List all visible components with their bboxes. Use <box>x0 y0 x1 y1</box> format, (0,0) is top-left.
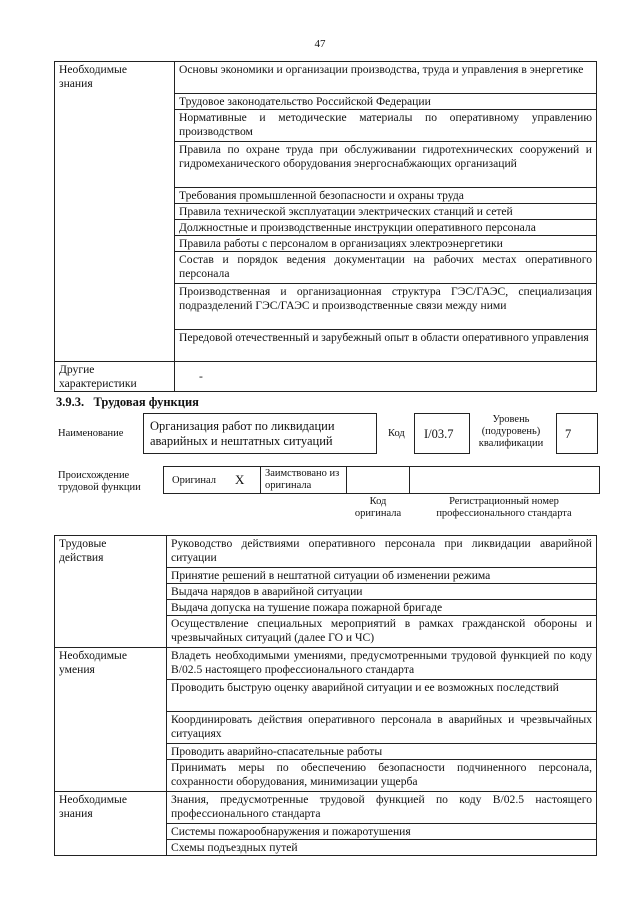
skill-item: Принимать меры по обеспечению безопасности подчиненного персонала, сохранности оборудования, минимизации ущерба <box>167 760 597 792</box>
action-item: Принятие решений в нештатной ситуации об изменении режима <box>167 568 597 584</box>
row-label-skills: Необходимые умения <box>55 648 167 792</box>
knowledge2-item: Знания, предусмотренные трудовой функцией по коду В/02.5 настоящего профессионального стандарта <box>167 792 597 824</box>
function-code: I/03.7 <box>424 427 454 441</box>
action-item: Осуществление специальных мероприятий в рамках гражданской обороны и чрезвычайных ситуаций (далее ГО и ЧС) <box>167 616 597 648</box>
knowledge-item: Должностные и производственные инструкции оперативного персонала <box>175 220 597 236</box>
row-label-knowledge: Необходимые знания <box>55 62 175 362</box>
origin-box <box>163 466 600 494</box>
section-title: 3.9.3. Трудовая функция <box>56 395 199 409</box>
function-table <box>54 535 597 856</box>
origin-divider-1 <box>260 466 261 494</box>
action-item: Выдача допуска на тушение пожара пожарной бригаде <box>167 600 597 616</box>
action-item: Выдача нарядов в аварийной ситуации <box>167 584 597 600</box>
skill-item: Проводить быструю оценку аварийной ситуации и ее возможных последствий <box>167 680 597 712</box>
origin-divider-3 <box>409 466 410 494</box>
skill-item: Координировать действия оперативного персонала в аварийных и чрезвычайных ситуациях <box>167 712 597 744</box>
knowledge-item: Трудовое законодательство Российской Федерации <box>175 94 597 110</box>
function-code-box <box>414 413 470 454</box>
knowledge-table <box>54 61 597 392</box>
original-label: Оригинал <box>172 475 216 486</box>
knowledge-item: Правила работы с персоналом в организациях электроэнергетики <box>175 236 597 252</box>
knowledge2-item: Схемы подъездных путей <box>167 840 597 856</box>
origin-label: Происхождение трудовой функции <box>58 470 141 493</box>
knowledge-item: Основы экономики и организации производства, труда и управления в энергетике <box>175 62 597 94</box>
knowledge-item: Правила по охране труда при обслуживании гидротехнических сооружений и гидромеханического оборудования энергоснабжающих организаций <box>175 142 597 188</box>
code-label: Код <box>388 428 405 439</box>
original-mark: X <box>235 472 245 487</box>
other-value: - <box>175 362 597 392</box>
knowledge2-item: Системы пожарообнаружения и пожаротушения <box>167 824 597 840</box>
function-name: Организация работ по ликвидации аварийных и нештатных ситуаций <box>150 419 335 448</box>
knowledge-item: Нормативные и методические материалы по оперативному управлению производством <box>175 110 597 142</box>
skill-item: Владеть необходимыми умениями, предусмотренными трудовой функцией по коду В/02.5 настоящего профессионального стандарта <box>167 648 597 680</box>
row-label-other: Другие характеристики <box>55 362 175 392</box>
page-number: 47 <box>314 38 326 50</box>
origin-divider-2 <box>346 466 347 494</box>
level-value: 7 <box>565 427 572 441</box>
borrowed-label: Заимствовано из оригинала <box>265 468 340 491</box>
level-label: Уровень (подуровень) квалификации <box>478 414 544 449</box>
knowledge-item: Передовой отечественный и зарубежный опыт в области оперативного управления <box>175 330 597 362</box>
action-item: Руководство действиями оперативного персонала при ликвидации аварийной ситуации <box>167 536 597 568</box>
row-label-knowledge-2: Необходимые знания <box>55 792 167 856</box>
knowledge-item: Требования промышленной безопасности и охраны труда <box>175 188 597 204</box>
skill-item: Проводить аварийно-спасательные работы <box>167 744 597 760</box>
level-box <box>556 413 598 454</box>
name-label: Наименование <box>58 428 124 439</box>
knowledge-item: Правила технической эксплуатации электрических станций и сетей <box>175 204 597 220</box>
knowledge-item: Состав и порядок ведения документации на рабочих местах оперативного персонала <box>175 252 597 284</box>
function-name-box <box>143 413 377 454</box>
code-caption: Код оригинала <box>354 496 402 519</box>
knowledge-item: Производственная и организационная структура ГЭС/ГАЭС, специализация подразделений ГЭС/ГАЭС и производственные связи между ними <box>175 284 597 330</box>
reg-caption: Регистрационный номер профессионального стандарта <box>436 496 572 519</box>
row-label-actions: Трудовые действия <box>55 536 167 648</box>
